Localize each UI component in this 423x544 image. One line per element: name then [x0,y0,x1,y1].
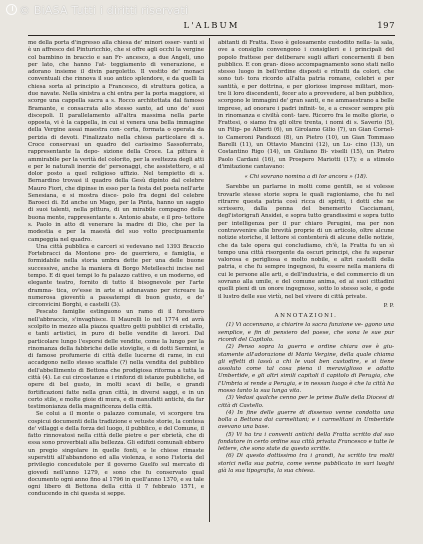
body-paragraph: Una città pubblica e carceri si vedevano nel 1393 Braccio Fortebracci da Montone pro- de guerriero, e famiglia, e formidabile nella storia umbra dette per una delle buone successive, anche la maniera di Borgo Metelleschi incise nel tempo. E di quei tempi lo fu palazzo cattivo, e un moderno, ed elegante teatro, fornito di tutto il bisognevole per l'arte dramma- tica, ov'esse in arte si adunavano per ricreare la numerosa gioventù a passatempi di buon gusto, e de' circonvicini Borghi, e castelli (3). [28,243,204,309]
footnote: (5) Vi ha tra i conventi antichi della Fratta scritto dal suo fondatore in certo ordine sua città privata Francesco e tutte le lettere, che sono state da questo scritte. [218,431,394,453]
running-head [28,21,395,33]
copyright-watermark [6,4,188,17]
footnote: (6) Di questo dottissimo tra i grandi, ha scritto tra molti storici nella sua patria, come venne pubblicato in vari luoghi già la sua tipografia, la sua chiesa. [218,453,394,475]
footnote: (1) Vi accennano, a chiarire la sacra funzione ve- ggono una semplice, e fin di pensiero del paese, che sona le sue pur ricordi del Capitolo. [218,322,394,343]
body-paragraph: me della porta d'ingresso alla chiesa de' minori osser- vanti si è un affresco del Pinturicchio, che si offre agli occhi la vergine col bambino in braccio e san Fr- ancesco, a due Angeli, uno per lato, che hanno l'at- teggiamento di venerazione, e adorano insieme il divin pargoletto. Il vestito de' monaci conventuali che rinnova il suo antico splendore, e da quelli la chiesa sorta al principio a Francesco, di struttura gotica, a due navate. Nella sinistra a chi entra per la porta maggiore, si scorge una cappella sacra a s. Rocco architettata dal famoso Bramante, e consacrata allo stesso santo, ad uno de' suoi discepoli. Il parallelamento all'altra massima nella parte opposta, vi è la cappella, in cui si venera una bella immagine della Vergine assai maestra con- certa, formata o operata da perizia di devoti. Finalizzato nella chiesa particolare di s. Croce conservasi un quadro del carissimo Sassoferrato, rappresentante la depo- sizione della Croce. La pittura è ammirabile per la verità del colorito, per la sveltezza degli atti e per le naturali inerzie de' personaggi, che assistettero, e al dolor posto a quel religioso uffizio. Nel tempietto di s. Bernardino trovasi il quadro della Gesù dipinto dal celebre Mauro Fiori, che dipinse in esso per la festa del poeta nell'arte Senesiana, e si mostra disce- polo fra degni del celebre Baroeci di. Ed anche un Mago, per la Pinta, hanno un saggio di suoi talenti, nella pittura, di un mirabile compagno della buona mente, rappresentante s. Antonio abate, e il pro- tettore s. Paolo in atto di venerare la madre di Dio, che per la modestia e per la maestà del suo volto precipuamente campeggia nel quadro. [28,40,204,243]
copyright-icon [6,4,17,15]
header-rule [28,35,395,36]
journal-title: L'ALBUM [183,21,240,31]
quotation: « Chi sovrano nomina a di lor ancora » (18). [244,174,368,181]
left-column [28,40,204,499]
right-column [218,40,394,475]
body-paragraph: Sarebbe un parlarne in molti come gentili, se si volesse trovarle stesse storie sopra le quali ragioniamo, che fu nel ritrarre questa patria così ricca di spiriti, i dotti che ne scrissero, dalla penna del benemerito Cacciamani, degl'istorigrafi Ansidei, e sopra tutto grandissimi e sopra tutto per intelligenza per il pur chiaro Perugini, ma per non contravvenire alle brevità proprie di un articolo, oltre alcune notizie storiche, il lettore si contenterà di alcune delle notizie, che da tale opera qui concludiamo, ch'è, la Fratta fu un sì tempo una città risorgente da oscuri principi, che fu superar valorosa e perigliosa e molto nobile, e altri castelli della patria, e che fu sempre ingegnosi, fu essere nella maniera di cui le persone alle arti, e dell'industria, e del commercio di un sovrano alla umile, e del comune anima, ed ai suoi cittadini quelli pieni di un onore ingegnoso, sotto lo stesso sole, e gode il lustro delle sue virtù, nel bel vivere di città private. [218,184,394,300]
body-paragraph: Se colui a il monte o palazzo comunale, vi scorgere tra cospicui documenti della tradizione e vetuste storie, la contesa de' villaggi e della forza del luogo, il pubblico, e del Comune, il fatto rinnovatosi nella città delle pietre e per ebrietà, che di essa sono proverbiali alla bellezza. Gli edifizii comunali ebbero un pregio singolare in quelle fonti, e le chiese rimaste superstiti all'abbandono ed alla violenza, e sono l'istoria del privilegio concedutole per il governo Guelfo sul mercato di giovedì nell'anno 1279, e sono che fu conservato qual documento ogni anno fino al 1796 in quell'anno 1370, e su tale ogni libero di Bettona della città il 7 febbraio 1571, e conducendo in chi questa si seppe. [28,411,204,498]
column-divider [209,38,210,522]
author-signature: P. P. [383,302,394,309]
body-paragraph: Pescato famiglie estinguono un ramo di il forestiero nell'abbraccio, s'invaghisce. Il Maurelli lo nel 1774 ed avrà scolpito in mezzo alla piazza quattro getti pubblici di cristallo, e tanti artistici, in puro di belle vendite di lavori. Dal particolare lungo l'esporsi delle vendite, come la lungo per la rinomanza della fabbriche delle stoviglie, e di dotti Sermini, e di famose profumerie di città delle lucerne di rame, in cui accadgono nello stesso scaffale (?) nella vendita del pubblico dell'abbellimento di Bettona che prodigiosa riforma a tutta la città (4). Le cui circostanze e i rinforzi di istanze pubbliche, ed opere di bel gusto, in molti scavi di belle, e grandi fortificazioni fatte nella gran città, in diversi saggi, e in un certo stile, e molte gioie di mura, e di manufatti antichi, da far testimonianza della magnificenza della città. [28,309,204,411]
page-number: 197 [377,21,395,31]
footnote: (3) Vedasi qualche cenno per le prime Bulle della Diocesi di città di Castello. [218,395,394,409]
body-paragraph: abitanti di Fratta. Esso è gelosamente custodito nella- la sala, ove a consiglio convengono i consiglieri e i principali del popolo frattese per deliberare sugli affari concernenti il ben pubblico. E con gran- dioso accompagnamento sono stati nello stesso luogo in bell'ordine disposti e ritratti da colori, che sono tut- tora ricordo all'alta patria romane, celebri e per santità, e per dottrina, e per gloriose imprese militari, mon- tre li loro discendenti, fecer ato a provvedere, al ben pubblico, scorgono le immagini de' gran santi, e ne ammaestrano a belle imprese, ad onorare i padri infinit- te, e a crescer sempre più in rinomanza e civiltà cont- tare. Ricorro fra le molte glorie, o Frattesi, o siamo fra gli oltre trenta, i nomi di s. Saverio (5), un Filip- pe Alberti (6), un Girolamo Gilio (7), un Gian Cornel- io Cameroni Pandozzi (8), un Pietro (10), un Gian Tommaso Barelli (11), un Ottavio Mancini (12), un Lu- cino (13), un Costantino Rigo (14), un Giuliano Bi- viselli (15), un Pietro Paolo Cardani (16), un Prospero Mariotti (17); e a stimolo d'imitazione cantavano: [218,40,394,170]
watermark-text: © BiASA Tutti i diritti riservati [19,4,189,17]
footnote: (4) In fine delle guerre di dissenso venne condotto una bolla a Bettona dai carmelitani; e i carmelitani in Umbertide avevano una base. [218,409,394,431]
footnote: (2) Penso sopra la guerra e ordine chiara ove è giu- stamente all'adorazione di Maria Vergine, della quale chiama gli effetti di lassù a chi le vuol ben custodire, e si tiene assoluto come tal cosa piena il meraviglioso e adatto Umbertide, e gli altri simili capitoli il capitolo di Perugia, che l'Umbria si rende a Perugia, e in nessun luogo è che la città ha mosso tanto la sua lunga vita. [218,344,394,394]
notes-heading: ANNOTAZIONI. [274,313,338,320]
